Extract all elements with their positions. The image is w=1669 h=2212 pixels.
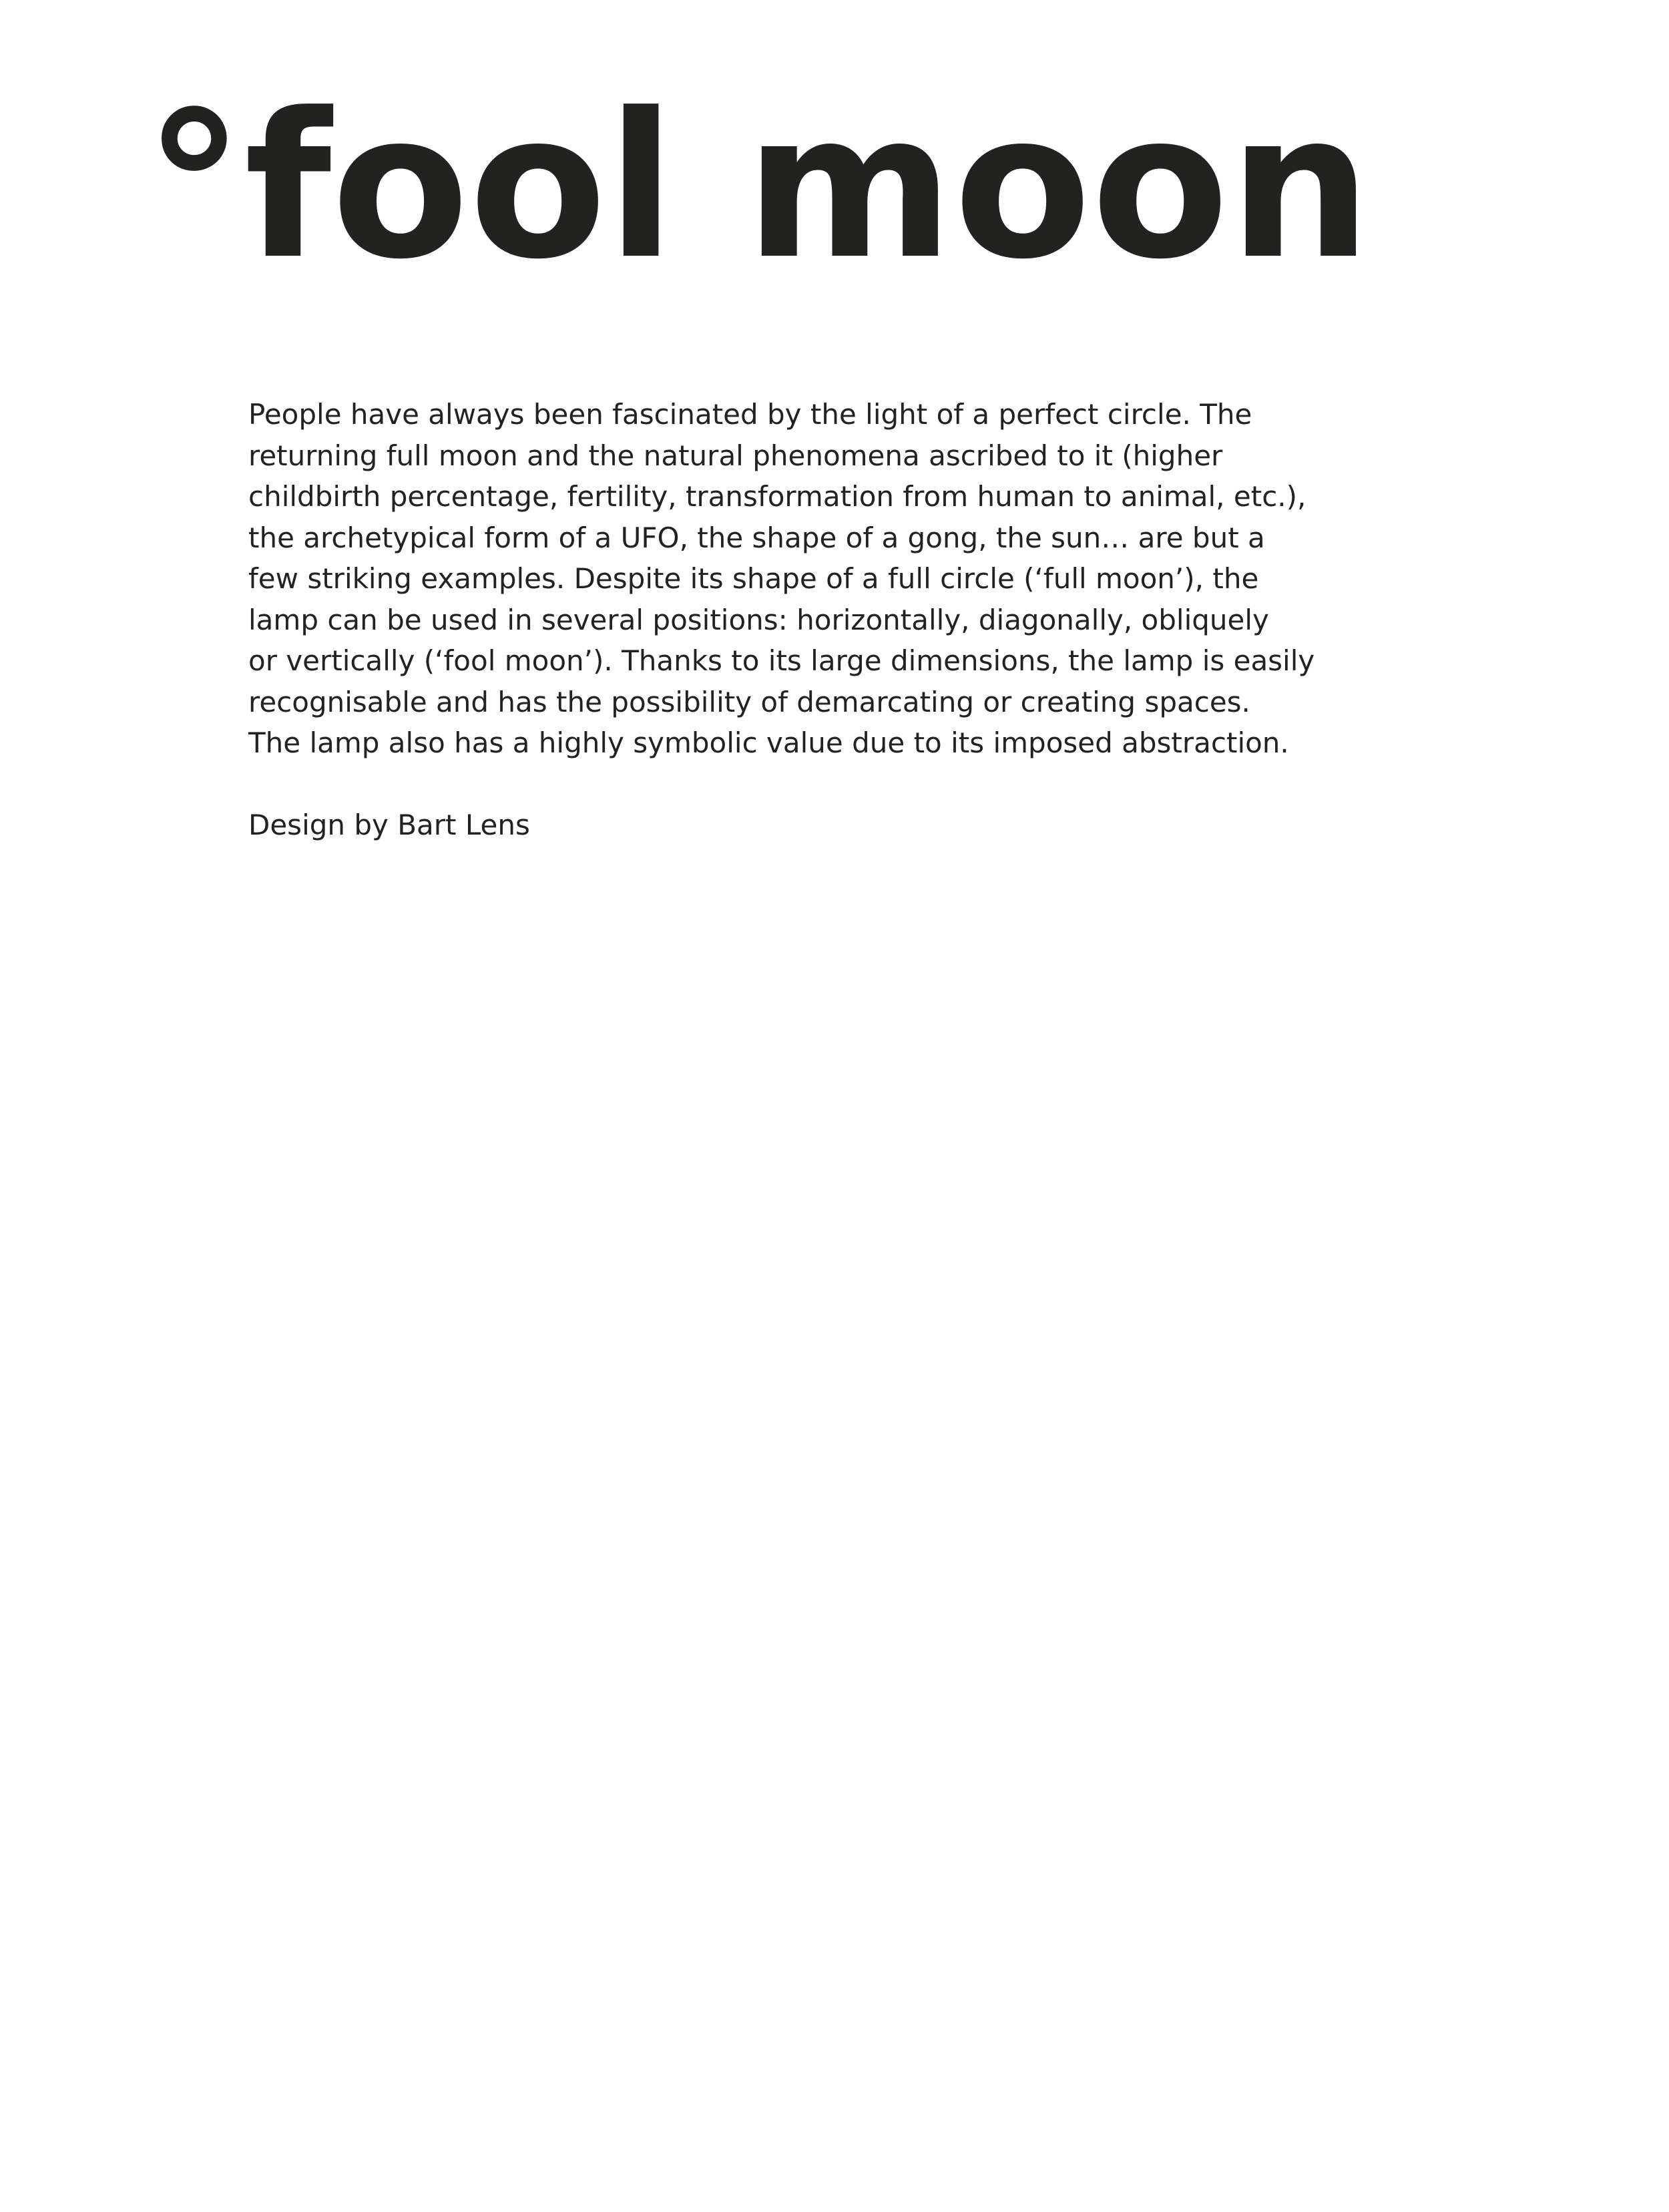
- degree-symbol: °: [144, 70, 244, 303]
- description-line: few striking examples. Despite its shape of a full circle (‘full moon’), the: [248, 562, 1259, 595]
- description-line: People have always been fascinated by the light of a perfect circle. The: [248, 398, 1252, 431]
- designer-credit: Design by Bart Lens: [248, 809, 530, 841]
- description-line: recognisable and has the possibility of demarcating or creating spaces.: [248, 685, 1250, 718]
- title-text: fool moon: [244, 70, 1372, 303]
- description-line: the archetypical form of a UFO, the shape of a gong, the sun… are but a: [248, 521, 1265, 554]
- description-line: lamp can be used in several positions: horizontally, diagonally, obliquely: [248, 603, 1269, 636]
- description-line: or vertically (‘fool moon’). Thanks to its large dimensions, the lamp is easily: [248, 644, 1315, 677]
- description-line: returning full moon and the natural phenomena ascribed to it (higher: [248, 439, 1223, 472]
- description-line: childbirth percentage, fertility, transformation from human to animal, etc.),: [248, 480, 1306, 513]
- description-paragraph: [248, 394, 1315, 764]
- page-title: [144, 70, 1372, 303]
- description-line: The lamp also has a highly symbolic value due to its imposed abstraction.: [248, 726, 1289, 759]
